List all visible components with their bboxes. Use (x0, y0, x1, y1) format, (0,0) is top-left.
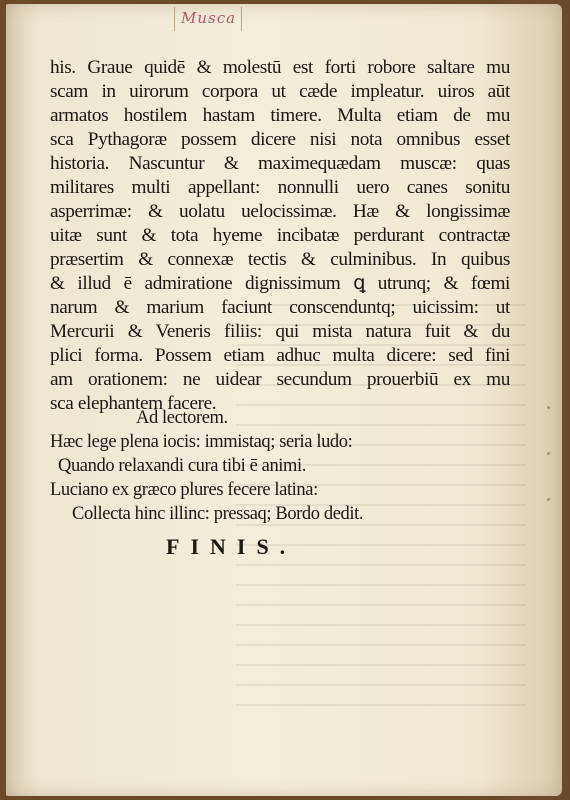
paper-spot (547, 406, 550, 409)
verse-block (50, 406, 490, 526)
paper-spot (547, 452, 550, 455)
body-line: & illud ē admiratione dignissimum ꝗ utrunq; & fœmi (50, 273, 510, 294)
body-line: asperrimæ: & uolatu uelocissimæ. Hæ & longissimæ (50, 201, 510, 222)
paper-spot (547, 498, 550, 501)
body-line: militares multi appellant: nonnulli uero canes sonitu (50, 177, 510, 198)
body-line: præsertim & connexæ tectis & culminibus. In quibus (50, 249, 510, 270)
body-line-last: sca elephantem facere. (50, 393, 217, 414)
body-line: scam in uirorum corpora ut cæde impleatur. uiros aūt (50, 81, 510, 102)
body-line: narum & marium faciunt conscenduntq; uicissim: ut (50, 297, 510, 318)
verse-line: Luciano ex græco plures fecere latina: (50, 480, 318, 500)
finis-colophon: FINIS. (166, 534, 297, 559)
body-line: Mercurii & Veneris filiis: qui mista natura fuit & du (50, 321, 510, 342)
body-line: his. Graue quidē & molestū est forti robore saltare mu (50, 57, 510, 78)
verse-line: Collecta hinc illinc: pressaq; Bordo dedit. (72, 504, 364, 524)
body-line: historia. Nascuntur & maximequædam muscæ: quas (50, 153, 510, 174)
body-line: sca Pythagoræ possem dicere nisi nota omnibus esset (50, 129, 510, 150)
verse-heading: Ad lectorem. (136, 408, 228, 428)
verse-line: Quando relaxandi cura tibi ē animi. (58, 456, 306, 476)
body-line: armatos hostilem hastam timere. Multa etiam de mu (50, 105, 510, 126)
body-paragraph (50, 56, 510, 416)
body-line: am orationem: ne uidear secundum prouerbiū ex mu (50, 369, 510, 390)
body-line: plici forma. Possem etiam adhuc multa dicere: sed fini (50, 345, 510, 366)
verse-line: Hæc lege plena iocis: immistaq; seria ludo: (50, 432, 353, 452)
book-page (6, 4, 562, 796)
handwritten-annotation: Musca (181, 9, 237, 27)
body-line: uitæ sunt & tota hyeme incibatæ perdurant contractæ (50, 225, 510, 246)
